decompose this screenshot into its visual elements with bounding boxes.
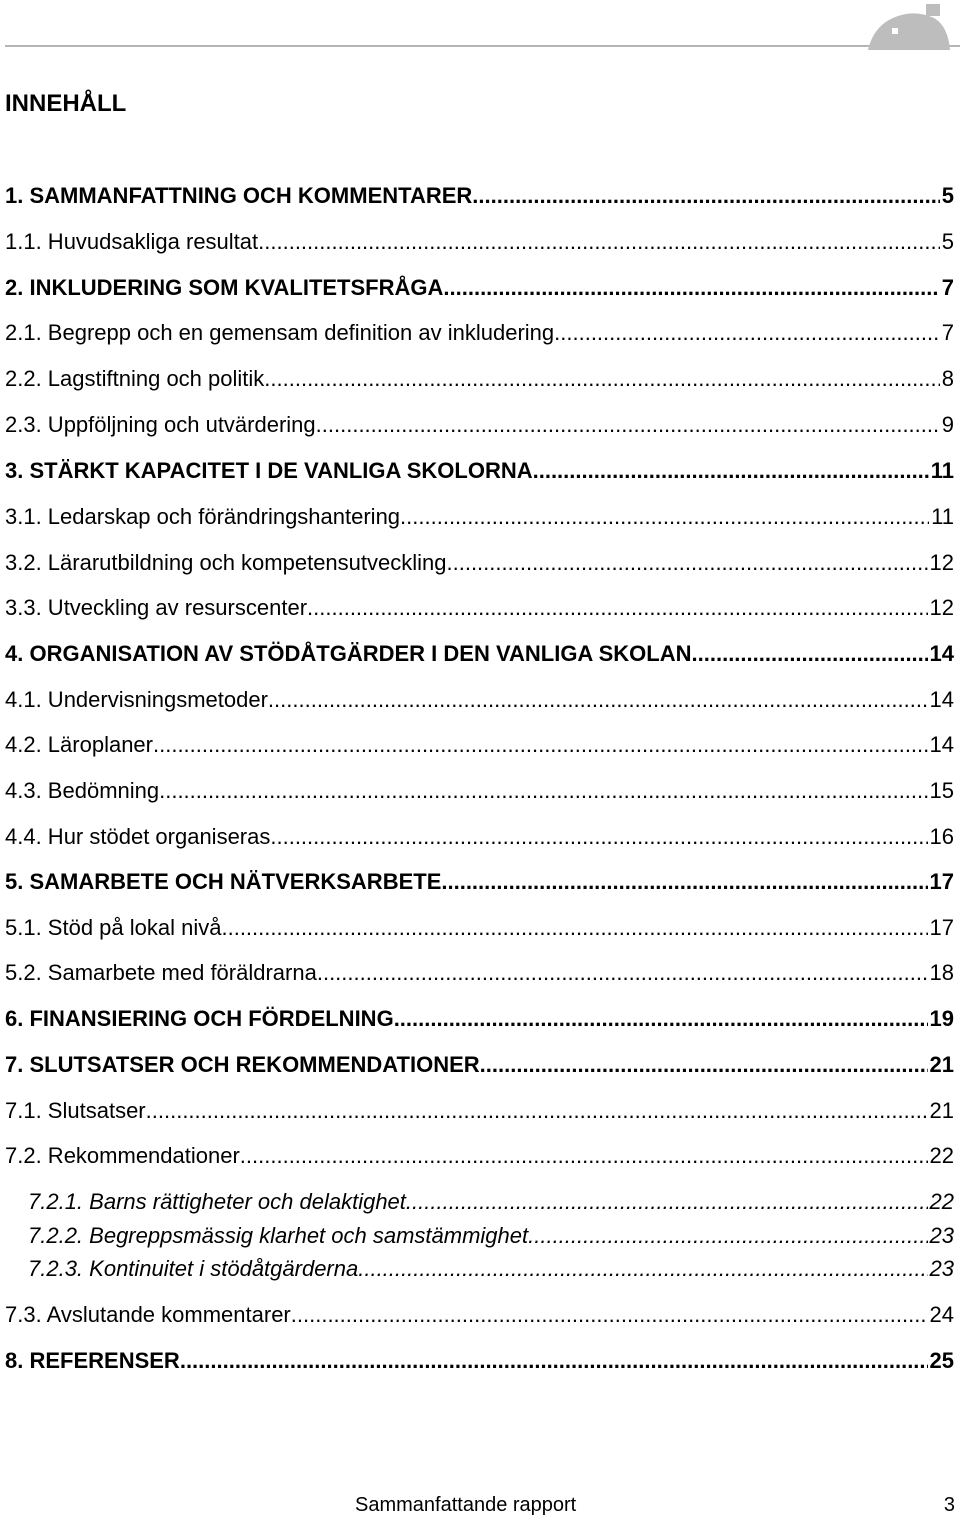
toc-dot-leader	[153, 730, 928, 760]
toc-dot-leader	[394, 1004, 928, 1034]
toc-entry[interactable]	[5, 502, 954, 532]
toc-entry-page: 12	[929, 550, 954, 575]
toc-dot-leader	[180, 1346, 928, 1376]
toc-entry[interactable]	[5, 958, 954, 988]
toc-entry-label: 5. SAMARBETE OCH NÄTVERKSARBETE	[5, 869, 442, 894]
toc-dot-leader	[221, 913, 927, 943]
toc-entry-page: 8	[941, 366, 954, 391]
toc-entry-label: 5.2. Samarbete med föräldrarna	[5, 960, 317, 985]
toc-entry-label: 3.2. Lärarutbildning och kompetensutveckling	[5, 550, 447, 575]
toc-entry[interactable]	[5, 1050, 954, 1080]
toc-entry-page: 7	[941, 275, 954, 300]
toc-entry-page: 18	[929, 960, 954, 985]
toc-entry[interactable]	[28, 1187, 954, 1217]
toc-dot-leader	[146, 1096, 928, 1126]
toc-entry-page: 24	[929, 1302, 954, 1327]
toc-entry-label: 2.2. Lagstiftning och politik	[5, 366, 265, 391]
toc-entry-label: 7. SLUTSATSER OCH REKOMMENDATIONER	[5, 1052, 480, 1077]
toc-entry-page: 21	[929, 1098, 954, 1123]
toc-entry[interactable]	[5, 1141, 954, 1171]
toc-entry[interactable]	[5, 1346, 954, 1376]
toc-entry-page: 9	[941, 412, 954, 437]
toc-dot-leader	[441, 867, 927, 897]
toc-entry-page: 17	[929, 915, 954, 940]
toc-entry-page: 22	[929, 1189, 954, 1214]
toc-entry[interactable]	[5, 181, 954, 211]
toc-dot-leader	[528, 1221, 927, 1251]
toc-entry-label: 4. ORGANISATION AV STÖDÅTGÄRDER I DEN VANLIGA SKOLAN	[5, 641, 692, 666]
toc-entry-page: 23	[929, 1223, 954, 1248]
toc-entry-label: 8. REFERENSER	[5, 1348, 180, 1373]
toc-entry[interactable]	[5, 410, 954, 440]
toc-dot-leader	[472, 181, 939, 211]
toc-dot-leader	[270, 822, 927, 852]
toc-dot-leader	[480, 1050, 928, 1080]
toc-entry-page: 19	[929, 1006, 954, 1031]
toc-dot-leader	[258, 227, 940, 257]
toc-dot-leader	[400, 502, 929, 532]
toc-entry[interactable]	[5, 593, 954, 623]
toc-dot-leader	[554, 318, 940, 348]
toc-entry-label: 2.3. Uppföljning och utvärdering	[5, 412, 316, 437]
toc-entry-page: 17	[929, 869, 954, 894]
toc-entry-page: 5	[941, 229, 954, 254]
toc-entry[interactable]	[28, 1221, 954, 1251]
toc-entry[interactable]	[5, 639, 954, 669]
toc-entry[interactable]	[28, 1254, 954, 1284]
toc-entry-label: 7.2.2. Begreppsmässig klarhet och samstämmighet	[28, 1223, 529, 1248]
toc-entry-label: 4.4. Hur stödet organiseras	[5, 824, 271, 849]
toc-entry-page: 14	[929, 641, 954, 666]
toc-entry[interactable]	[5, 730, 954, 760]
toc-dot-leader	[268, 685, 928, 715]
toc-entry[interactable]	[5, 913, 954, 943]
toc-entry-label: 2.1. Begrepp och en gemensam definition av inkludering	[5, 320, 555, 345]
toc-entry[interactable]	[5, 776, 954, 806]
toc-dot-leader	[317, 958, 928, 988]
toc-entry[interactable]	[5, 364, 954, 394]
toc-entry[interactable]	[5, 456, 954, 486]
toc-dot-leader	[240, 1141, 928, 1171]
toc-entry-page: 12	[929, 595, 954, 620]
toc-entry-page: 7	[941, 320, 954, 345]
toc-entry[interactable]	[5, 1300, 954, 1330]
toc-entry-label: 7.3. Avslutande kommentarer	[5, 1302, 291, 1327]
toc-dot-leader	[159, 776, 927, 806]
toc-entry[interactable]	[5, 867, 954, 897]
toc-dot-leader	[316, 410, 940, 440]
toc-heading: INNEHÅLL	[5, 90, 127, 117]
toc-dot-leader	[358, 1254, 927, 1284]
toc-entry[interactable]	[5, 822, 954, 852]
toc-dot-leader	[692, 639, 928, 669]
toc-entry-page: 11	[930, 458, 954, 483]
toc-entry-label: 7.2.3. Kontinuitet i stödåtgärderna	[28, 1256, 359, 1281]
toc-entry-page: 11	[931, 504, 954, 529]
footer-page-number: 3	[943, 1494, 955, 1516]
toc-dot-leader	[291, 1300, 928, 1330]
toc-entry-label: 4.3. Bedömning	[5, 778, 160, 803]
toc-entry[interactable]	[5, 273, 954, 303]
toc-dot-leader	[264, 364, 939, 394]
toc-entry[interactable]	[5, 685, 954, 715]
toc-entry-label: 2. INKLUDERING SOM KVALITETSFRÅGA	[5, 275, 444, 300]
toc-entry-page: 21	[929, 1052, 954, 1077]
toc-entry-label: 7.1. Slutsatser	[5, 1098, 146, 1123]
toc-entry-page: 25	[929, 1348, 954, 1373]
footer-title: Sammanfattande rapport	[355, 1494, 577, 1516]
toc-entry-label: 1.1. Huvudsakliga resultat	[5, 229, 259, 254]
toc-entry[interactable]	[5, 1004, 954, 1034]
toc-entry-page: 14	[929, 732, 954, 757]
toc-entry-page: 5	[941, 183, 954, 208]
toc-dot-leader	[406, 1187, 928, 1217]
toc-entry-label: 7.2.1. Barns rättigheter och delaktighet	[28, 1189, 406, 1214]
toc-entry-label: 5.1. Stöd på lokal nivå	[5, 915, 222, 940]
toc-entry-label: 6. FINANSIERING OCH FÖRDELNING	[5, 1006, 394, 1031]
toc-dot-leader	[307, 593, 927, 623]
toc-entry-label: 4.2. Läroplaner	[5, 732, 153, 757]
toc-entry-page: 16	[929, 824, 954, 849]
toc-dot-leader	[447, 548, 928, 578]
toc-dot-leader	[533, 456, 929, 486]
toc-entry-page: 14	[929, 687, 954, 712]
toc-entry-label: 3.1. Ledarskap och förändringshantering	[5, 504, 401, 529]
toc-entry-label: 1. SAMMANFATTNING OCH KOMMENTARER	[5, 183, 473, 208]
toc-entry-label: 7.2. Rekommendationer	[5, 1143, 240, 1168]
toc-entry-page: 15	[929, 778, 954, 803]
page-footer	[0, 1492, 960, 1520]
toc-entry-label: 3.3. Utveckling av resurscenter	[5, 595, 308, 620]
toc-entry-label: 4.1. Undervisningsmetoder	[5, 687, 268, 712]
toc-entry[interactable]	[5, 318, 954, 348]
toc-entry[interactable]	[5, 548, 954, 578]
toc-entry[interactable]	[5, 227, 954, 257]
toc-entry-page: 22	[929, 1143, 954, 1168]
toc-entry[interactable]	[5, 1096, 954, 1126]
toc-entry-page: 23	[929, 1256, 954, 1281]
toc-dot-leader	[443, 273, 939, 303]
toc-entry-label: 3. STÄRKT KAPACITET I DE VANLIGA SKOLORNA	[5, 458, 533, 483]
